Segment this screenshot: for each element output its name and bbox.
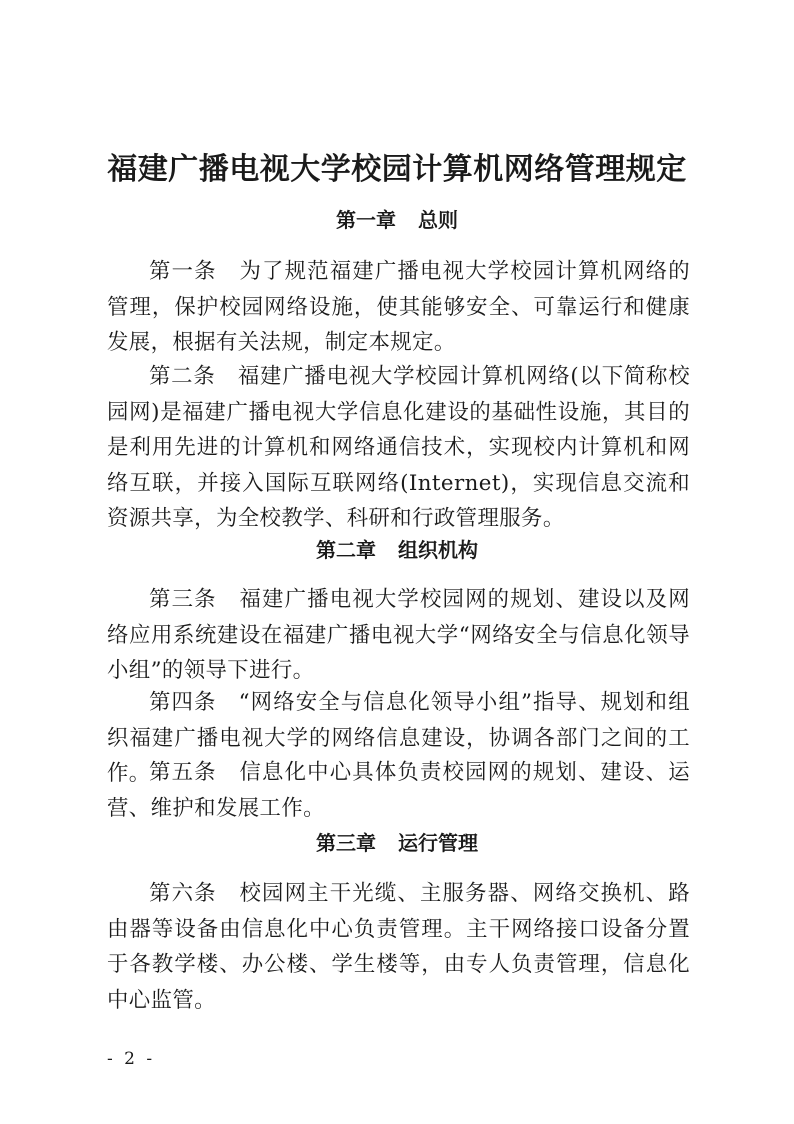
chapter-name: 运行管理	[398, 831, 478, 855]
article-text: 为了规范福建广播电视大学校园计算机网络的管理，保护校园网络设施，使其能够安全、可靠运行和健康发展，根据有关法规，制定本规定。	[107, 259, 690, 355]
document-title: 福建广播电视大学校园计算机网络管理规定	[107, 152, 687, 187]
chapter-name: 组织机构	[398, 538, 478, 562]
article-paragraph	[107, 582, 690, 689]
chapter-heading-2	[0, 535, 794, 565]
article-text: 校园网主干光缆、主服务器、网络交换机、路由器等设备由信息化中心负责管理。主干网络接口设备分置于各教学楼、办公楼、学生楼等，由专人负责管理，信息化中心监管。	[107, 881, 690, 1013]
article-label: 第六条	[149, 881, 217, 906]
chapter-heading-1	[0, 205, 794, 235]
chapter-number: 第三章	[316, 831, 376, 855]
article-text: 信息化中心具体负责校园网的规划、建设、运营、维护和发展工作。	[107, 760, 690, 821]
article-label: 第三条	[149, 587, 217, 612]
article-text: “网络安全与信息化领导小组”指导、规划和组织福建广播电视大学的网络信息建设，协调各部门之间的工作。	[107, 690, 691, 786]
chapter-name: 总则	[418, 208, 458, 232]
article-text: 福建广播电视大学校园计算机网络(以下简称校园网)是福建广播电视大学信息化建设的基础性设施，其目的是利用先进的计算机和网络通信技术，实现校内计算机和网络互联，并接入国际互联网络(Internet)，实现信息交流和资源共享，为全校教学、科研和行政管理服务。	[107, 364, 691, 531]
page-number: - 2 -	[107, 1049, 156, 1069]
chapter-number: 第二章	[316, 538, 376, 562]
article-label: 第四条	[149, 690, 217, 715]
article-paragraph	[107, 254, 690, 361]
chapter-number: 第一章	[336, 208, 396, 232]
article-label: 第二条	[149, 364, 216, 389]
article-paragraph	[107, 755, 690, 826]
article-label: 第一条	[149, 259, 217, 284]
article-text: 福建广播电视大学校园网的规划、建设以及网络应用系统建设在福建广播电视大学“网络安全与信息化领导小组”的领导下进行。	[107, 587, 690, 683]
article-paragraph	[107, 359, 690, 537]
article-paragraph	[107, 876, 690, 1018]
article-label: 第五条	[149, 760, 217, 785]
chapter-heading-3	[0, 828, 794, 858]
